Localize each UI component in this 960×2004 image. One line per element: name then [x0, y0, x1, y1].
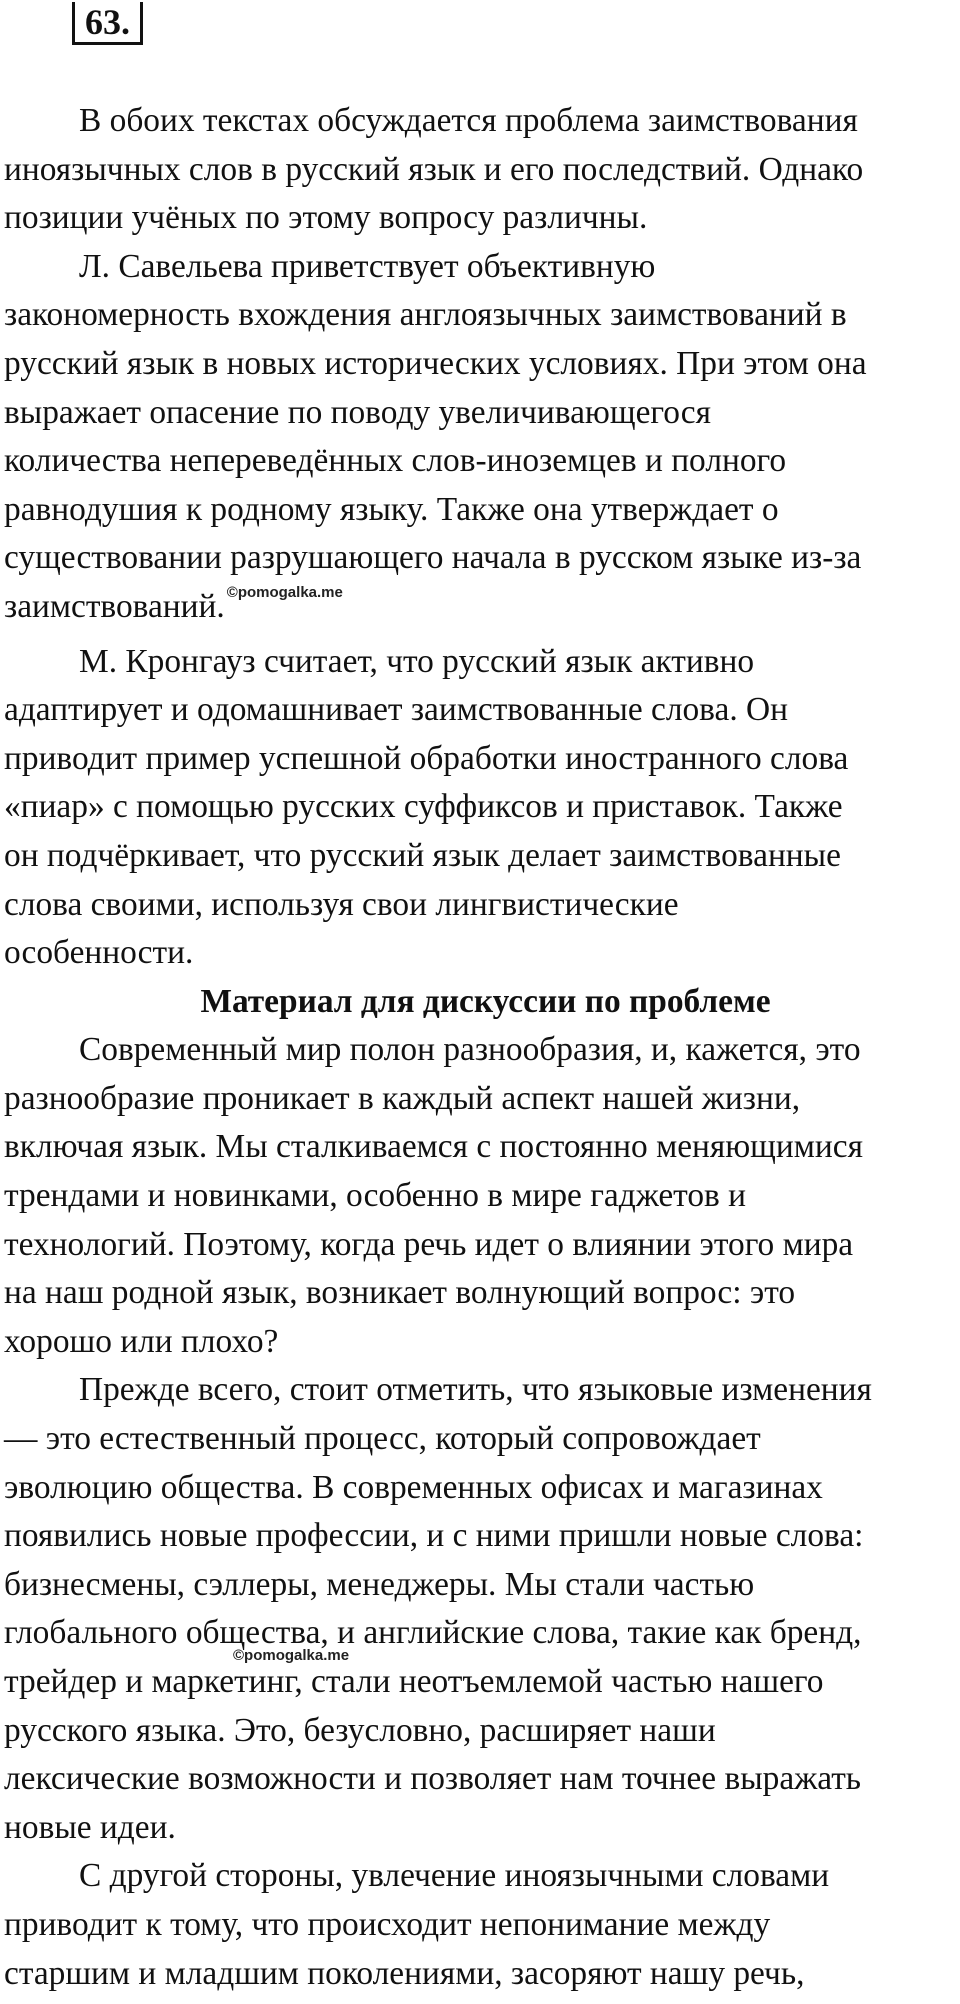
paragraph-5 [4, 1366, 959, 1852]
text-line: русский язык в новых исторических условиях. При этом она [4, 344, 867, 382]
text-line: заимствований. [4, 587, 225, 625]
text-line-with-watermark [0, 583, 959, 638]
text-line: существовании разрушающего начала в русском языке из-за [4, 539, 862, 577]
text-line: эволюцию общества. В современных офисах и магазинах [4, 1468, 823, 1506]
text-line: появились новые профессии, и с ними пришли новые слова: [4, 1517, 864, 1555]
text-line: Прежде всего, стоит отметить, что языковые изменения [79, 1371, 872, 1409]
text-line: трендами и новинками, особенно в мире гаджетов и [4, 1177, 747, 1215]
text-line: выражает опасение по поводу увеличивающегося [4, 393, 711, 431]
paragraph-6 [4, 1852, 959, 1998]
task-number: 63. [72, 2, 143, 45]
text-line: он подчёркивает, что русский язык делает заимствованные [4, 836, 841, 874]
text-line: «пиар» с помощью русских суффиксов и приставок. Также [4, 788, 843, 826]
text-line: закономерность вхождения англоязычных заимствований в [4, 296, 847, 334]
text-line: русского языка. Это, безусловно, расширяет наши [4, 1711, 716, 1749]
section-heading: Материал для дискуссии по проблеме [200, 982, 771, 1020]
text-line: М. Кронгауз считает, что русский язык активно [79, 642, 755, 680]
body-text [4, 97, 959, 1998]
text-line: Современный мир полон разнообразия, и, кажется, это [79, 1031, 861, 1069]
text-line: трейдер и маркетинг, стали неотъемлемой частью нашего [4, 1663, 824, 1700]
paragraph-3 [4, 638, 959, 978]
text-line: Л. Савельева приветствует объективную [79, 247, 656, 285]
text-line: иноязычных слов в русский язык и его последствий. Однако [4, 150, 864, 188]
text-line: приводит пример успешной обработки иностранного слова [4, 739, 849, 777]
paragraph-4 [4, 1026, 959, 1366]
text-line: приводит к тому, что происходит непонимание между [4, 1905, 771, 1943]
text-line: глобального общества, и английские слова, такие как бренд, [4, 1614, 862, 1652]
paragraph-1 [4, 97, 959, 243]
text-line: равнодушия к родному языку. Также она утверждает о [4, 490, 779, 528]
text-line: хорошо или плохо? [4, 1322, 279, 1360]
text-line: слова своими, используя свои лингвистические [4, 885, 679, 923]
text-line: старшим и младшим поколениями, засоряют нашу речь, [4, 1954, 805, 1992]
watermark-text: ©pomogalka.me [233, 1647, 350, 1664]
text-line: лексические возможности и позволяет нам точнее выражать [4, 1760, 862, 1798]
paragraph-2 [4, 243, 959, 638]
text-line: включая язык. Мы сталкиваемся с постоянно меняющимися [4, 1128, 863, 1166]
watermark-text: ©pomogalka.me [226, 583, 343, 601]
text-line: позиции учёных по этому вопросу различны. [4, 199, 648, 237]
text-line: технологий. Поэтому, когда речь идет о влиянии этого мира [4, 1225, 854, 1263]
text-line: особенности. [4, 934, 194, 972]
text-line: бизнесмены, сэллеры, менеджеры. Мы стали частью [4, 1565, 755, 1603]
text-line: С другой стороны, увлечение иноязычными словами [79, 1857, 830, 1895]
text-line: количества непереведённых слов-иноземцев и полного [4, 442, 787, 480]
text-line: на наш родной язык, возникает волнующий вопрос: это [4, 1274, 796, 1312]
text-line: В обоих текстах обсуждается проблема заимствования [79, 102, 858, 139]
text-line: разнообразие проникает в каждый аспект нашей жизни, [4, 1079, 801, 1117]
text-line: адаптирует и одомашнивает заимствованные слова. Он [4, 691, 789, 729]
text-line: — это естественный процесс, который сопровождает [4, 1420, 761, 1458]
text-line: новые идеи. [4, 1808, 176, 1846]
